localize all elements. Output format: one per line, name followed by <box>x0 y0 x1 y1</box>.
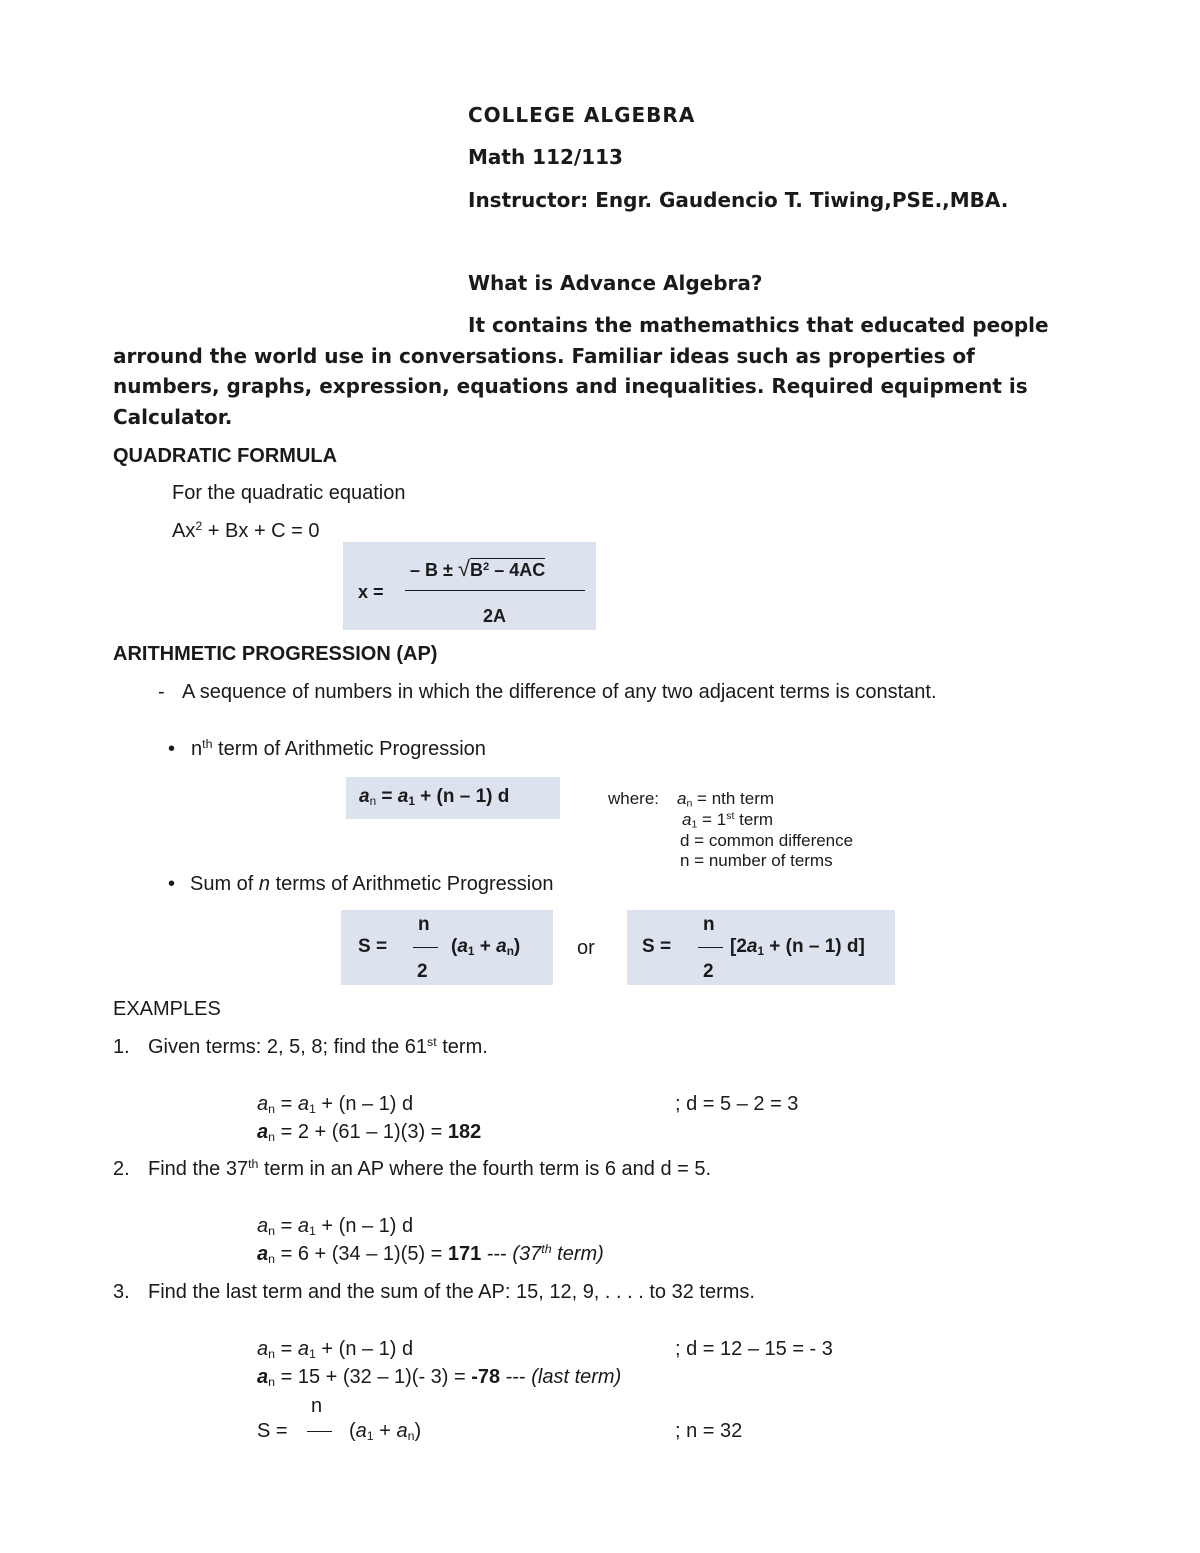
example-1-prompt: Given terms: 2, 5, 8; find the 61st term. <box>148 1035 488 1058</box>
intro-line-1: It contains the mathemathics that educated people <box>468 313 1049 337</box>
fraction-bar <box>307 1431 332 1432</box>
example-3-prompt: Find the last term and the sum of the AP: 15, 12, 9, . . . . to 32 terms. <box>148 1281 755 1303</box>
example-2-solution: $a_n = 6 + (34 - 1)(5) = 171$ --- (37th term) <box>257 1242 604 1267</box>
bullet-marker: • <box>168 873 176 895</box>
fraction-bar <box>405 590 585 591</box>
bullet-marker: • <box>168 738 176 760</box>
formula-numerator: – $B \pm √B^2 - 4AC$ <box>410 556 546 581</box>
intro-question: What is Advance Algebra? <box>468 271 763 295</box>
intro-line-4: Calculator. <box>113 405 233 429</box>
example-2-formula: $a_n = a_1 + (n - 1)$ d <box>257 1215 414 1239</box>
ap-definition: A sequence of numbers in which the difference of any two adjacent terms is constant. <box>182 681 937 703</box>
where-row-d: d = common difference <box>680 831 854 850</box>
sqrt-icon: √ <box>457 556 470 581</box>
sum2-denominator: 2 <box>703 961 714 982</box>
formula-denominator: 2A <box>483 606 507 626</box>
sum1-lhs: S = <box>358 936 388 957</box>
example-3-sum-lhs: S = <box>257 1420 288 1442</box>
example-3-number: 3. <box>113 1281 130 1303</box>
examples-heading: EXAMPLES <box>113 998 221 1020</box>
intro-line-2: arround the world use in conversations. Familiar ideas such as properties of <box>113 344 975 368</box>
sum2-lhs: S = <box>642 936 672 957</box>
sum1-denominator: 2 <box>417 961 428 982</box>
where-row-an: $a_n$ = nth term <box>677 789 775 810</box>
where-row-n: n = number of terms <box>680 851 833 870</box>
sum2-rhs: [$2a_1 + (n - 1)$ d] <box>730 936 865 958</box>
sum1-rhs: $(a_1 + a_n)$ <box>451 936 521 958</box>
fraction-bar <box>413 947 438 948</box>
example-3-sum-rhs: $(a_1 + a_n)$ <box>349 1420 422 1444</box>
sum-formula-box-1 <box>341 910 553 985</box>
quadratic-equation: $Ax^2 + Bx + C = 0$ <box>172 519 320 542</box>
fraction-bar <box>698 947 723 948</box>
sum-heading: Sum of n terms of Arithmetic Progression <box>190 873 554 895</box>
quadratic-formula-box <box>343 542 596 630</box>
example-1-solution: $a_n = 2 + (61 - 1)(3) = 182$ <box>257 1121 482 1145</box>
example-3-formula: $a_n = a_1 + (n - 1)$ d <box>257 1338 414 1362</box>
where-label: where: <box>608 789 660 808</box>
or-label: or <box>577 937 595 959</box>
formula-lhs: x = <box>358 582 384 602</box>
nth-term-formula: $a_n = a_1 + (n - 1)$ d <box>359 786 510 808</box>
course-code: Math 112/113 <box>468 145 623 169</box>
quadratic-lead: For the quadratic equation <box>172 482 406 504</box>
nth-term-formula-box <box>346 777 560 819</box>
example-3-solution: $a_n = 15 + (32 - 1)(-$ 3) = -78 --- (last term) <box>257 1366 622 1390</box>
where-row-a1: $a_1 = 1st$ term <box>682 810 774 831</box>
quadratic-heading: QUADRATIC FORMULA <box>113 445 338 467</box>
example-3-note: ; d = 12 – 15 = - 3 <box>675 1338 833 1360</box>
example-2-prompt: Find the 37th term in an AP where the fourth term is 6 and d = 5. <box>148 1157 712 1180</box>
document-title: COLLEGE ALGEBRA <box>468 103 696 127</box>
example-3-sum-note: ; n = 32 <box>675 1420 743 1442</box>
sum-formula-box-2 <box>627 910 895 985</box>
ap-heading: ARITHMETIC PROGRESSION (AP) <box>113 643 438 665</box>
example-2-number: 2. <box>113 1158 130 1180</box>
instructor-line: Instructor: Engr. Gaudencio T. Tiwing,PSE.,MBA. <box>468 188 1009 212</box>
example-1-number: 1. <box>113 1036 130 1058</box>
dash-marker: - <box>158 681 165 703</box>
sum1-numerator: n <box>418 914 430 935</box>
example-1-note: ; d = 5 – 2 = 3 <box>675 1093 799 1115</box>
example-3-sum-numerator: n <box>311 1395 323 1417</box>
sum2-numerator: n <box>703 914 715 935</box>
nth-term-heading: $n^{th}$ term of Arithmetic Progression <box>191 737 486 760</box>
intro-line-3: numbers, graphs, expression, equations and inequalities. Required equipment is <box>113 374 1028 398</box>
example-1-formula: $a_n = a_1 + (n - 1)$ d <box>257 1093 414 1117</box>
